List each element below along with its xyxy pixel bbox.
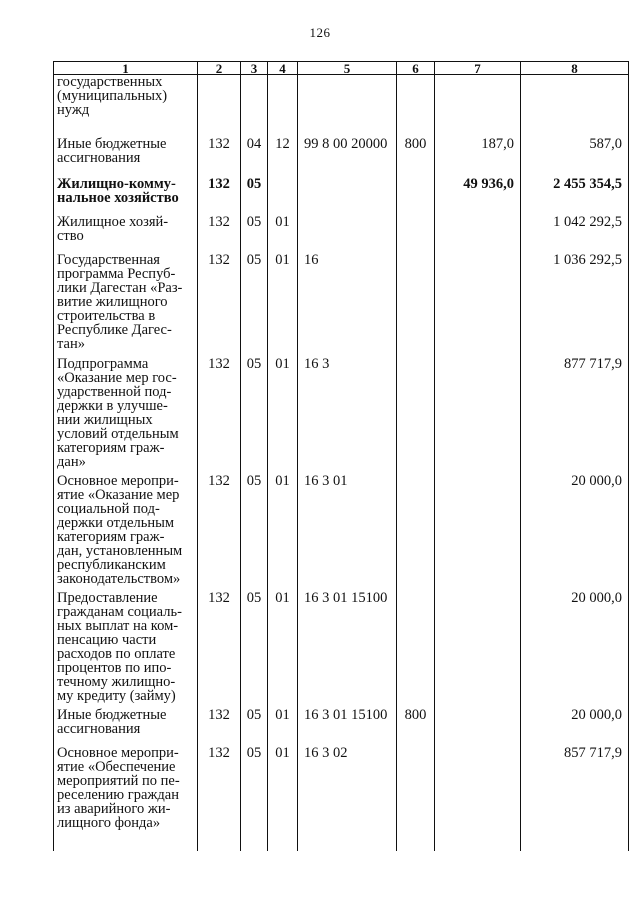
cell-target-article: 16 3 01 [298,474,397,591]
cell-code-2: 132 [198,215,241,253]
cell-amount-7: 49 936,0 [435,177,521,215]
cell-code-4: 01 [268,746,298,851]
row-name: Основное меропри- ятие «Оказание мер социальной под- держки отдельным категориям граж- дан, установленным республиканским законодательством» [54,474,198,591]
cell-amount-7 [435,215,521,253]
cell-code-3: 05 [241,215,268,253]
cell-code-3: 05 [241,708,268,746]
cell-amount-7 [435,591,521,708]
row-name: Жилищное хозяй- ство [54,215,198,253]
table-row [54,137,629,177]
cell-target-article: 99 8 00 20000 [298,137,397,177]
cell-expense-type [397,591,435,708]
table-row [54,474,629,591]
column-header-2: 2 [198,62,241,75]
table-row [54,591,629,708]
cell-target-article [298,75,397,138]
row-name: Иные бюджетные ассигнования [54,137,198,177]
row-name: Основное меропри- ятие «Обеспечение мероприятий по пе- реселению граждан из аварийного жи- лищного фонда» [54,746,198,851]
cell-target-article [298,215,397,253]
row-name: Жилищно-комму- нальное хозяйство [54,177,198,215]
cell-expense-type: 800 [397,137,435,177]
cell-amount-7 [435,253,521,357]
cell-code-2: 132 [198,474,241,591]
cell-code-4: 01 [268,474,298,591]
cell-amount-8: 1 036 292,5 [521,253,629,357]
cell-expense-type: 800 [397,708,435,746]
cell-expense-type [397,357,435,474]
cell-code-2: 132 [198,746,241,851]
column-header-7: 7 [435,62,521,75]
table-row [54,746,629,851]
cell-expense-type [397,215,435,253]
cell-code-4: 01 [268,215,298,253]
table-row [54,708,629,746]
table-header [54,62,629,75]
cell-amount-7 [435,75,521,138]
cell-amount-8: 1 042 292,5 [521,215,629,253]
cell-expense-type [397,253,435,357]
cell-code-2: 132 [198,708,241,746]
table-row [54,357,629,474]
cell-amount-7 [435,474,521,591]
cell-code-3: 05 [241,746,268,851]
cell-target-article: 16 3 [298,357,397,474]
row-name: Государственная программа Респуб- лики Дагестан «Раз- витие жилищного строительства в Республике Дагес- тан» [54,253,198,357]
cell-amount-8: 20 000,0 [521,708,629,746]
cell-target-article: 16 3 02 [298,746,397,851]
cell-expense-type [397,177,435,215]
cell-code-2: 132 [198,357,241,474]
cell-expense-type [397,474,435,591]
cell-code-2 [198,75,241,138]
cell-code-3: 05 [241,591,268,708]
cell-code-4 [268,177,298,215]
page-number: 126 [309,25,331,40]
column-header-6: 6 [397,62,435,75]
cell-code-4: 01 [268,591,298,708]
cell-code-3: 05 [241,474,268,591]
cell-code-4: 12 [268,137,298,177]
column-header-3: 3 [241,62,268,75]
cell-amount-7 [435,708,521,746]
cell-expense-type [397,75,435,138]
cell-code-2: 132 [198,137,241,177]
cell-expense-type [397,746,435,851]
budget-table [53,61,629,851]
cell-amount-8: 20 000,0 [521,474,629,591]
table-row [54,177,629,215]
cell-code-3: 05 [241,253,268,357]
cell-code-3: 04 [241,137,268,177]
cell-code-3: 05 [241,357,268,474]
table-row [54,75,629,138]
cell-code-2: 132 [198,591,241,708]
cell-code-2: 132 [198,177,241,215]
row-name: Предоставление гражданам социаль- ных выплат на ком- пенсацию части расходов по оплате процентов по ипо- течному жилищно- му кредиту (займу) [54,591,198,708]
column-header-4: 4 [268,62,298,75]
cell-code-4 [268,75,298,138]
cell-amount-7 [435,746,521,851]
cell-target-article [298,177,397,215]
row-name: Иные бюджетные ассигнования [54,708,198,746]
header-row [54,62,629,75]
table-body [54,75,629,852]
cell-target-article: 16 3 01 15100 [298,708,397,746]
cell-amount-8: 587,0 [521,137,629,177]
cell-code-4: 01 [268,253,298,357]
cell-amount-8: 2 455 354,5 [521,177,629,215]
column-header-1: 1 [54,62,198,75]
cell-target-article: 16 3 01 15100 [298,591,397,708]
cell-code-4: 01 [268,708,298,746]
cell-amount-8: 20 000,0 [521,591,629,708]
cell-amount-7: 187,0 [435,137,521,177]
cell-code-3: 05 [241,177,268,215]
cell-amount-8: 857 717,9 [521,746,629,851]
cell-amount-8 [521,75,629,138]
cell-code-4: 01 [268,357,298,474]
cell-target-article: 16 [298,253,397,357]
table-row [54,215,629,253]
cell-code-3 [241,75,268,138]
cell-amount-8: 877 717,9 [521,357,629,474]
row-name: Подпрограмма «Оказание мер гос- ударственной под- держки в улучше- нии жилищных условий отдельным категориям граж- дан» [54,357,198,474]
table-row [54,253,629,357]
cell-code-2: 132 [198,253,241,357]
column-header-8: 8 [521,62,629,75]
row-name: государственных (муниципальных) нужд [54,75,198,138]
cell-amount-7 [435,357,521,474]
column-header-5: 5 [298,62,397,75]
